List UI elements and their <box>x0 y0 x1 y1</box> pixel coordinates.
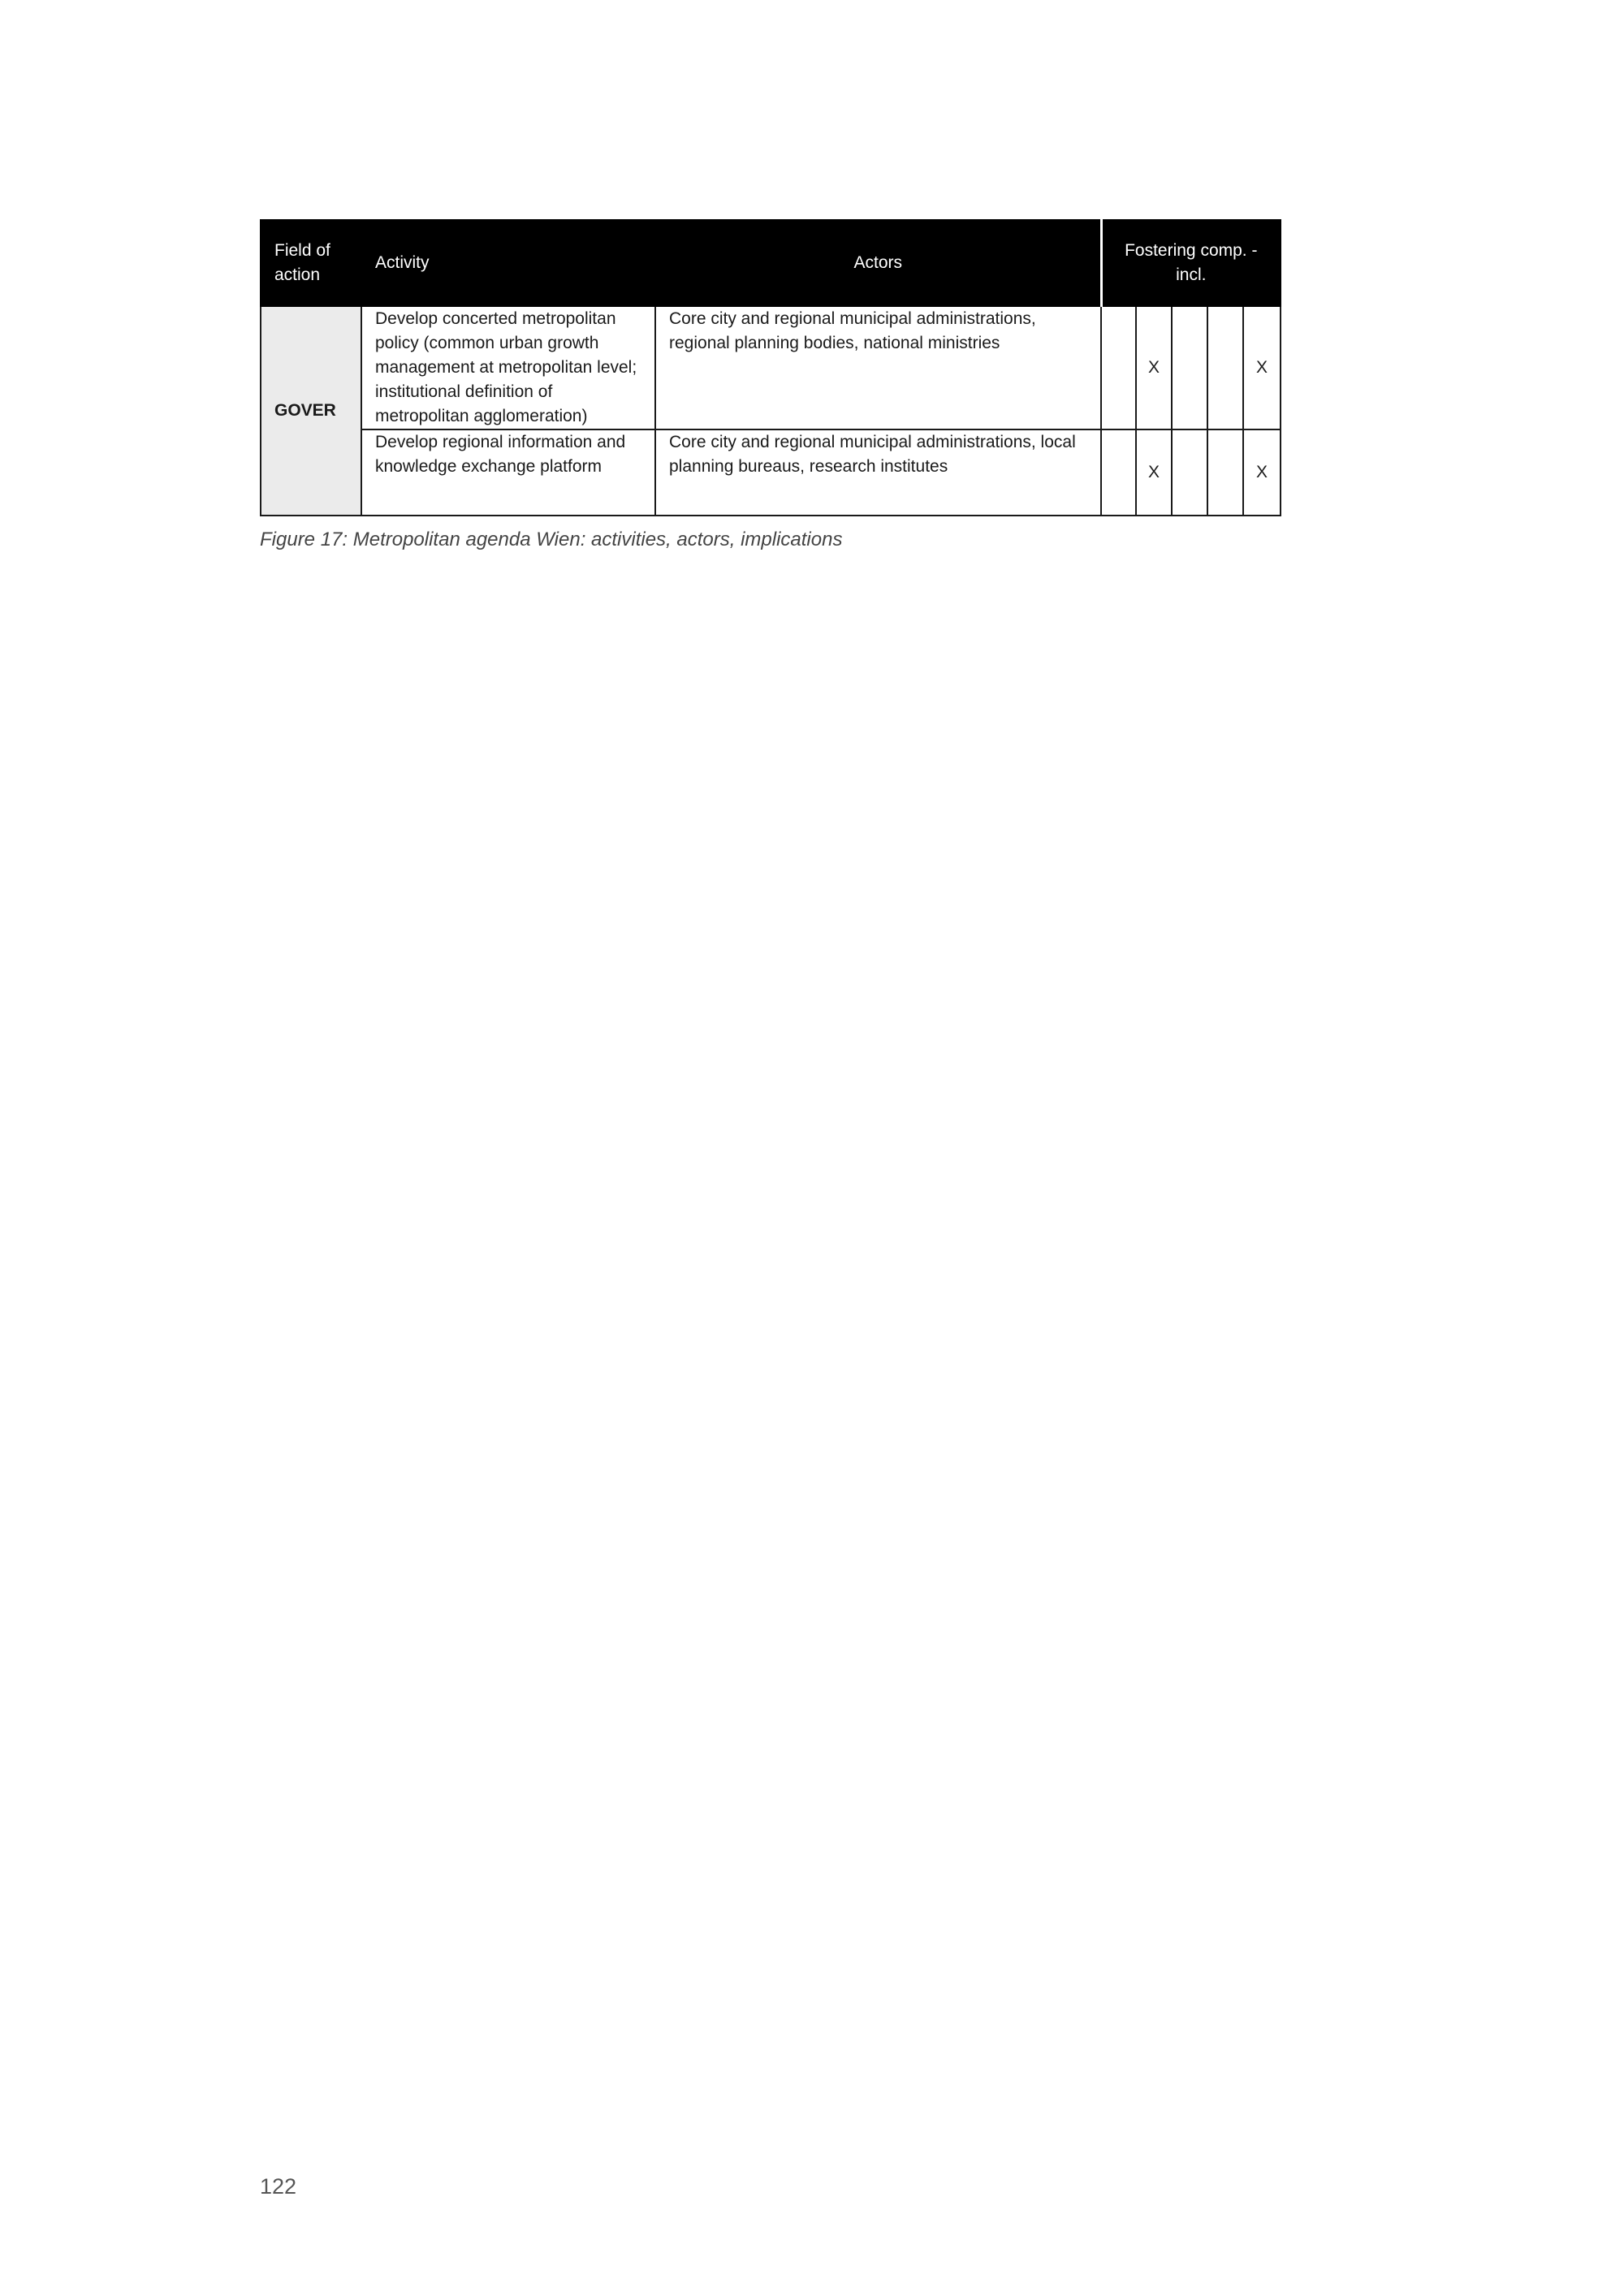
fostering-mark-cell <box>1172 306 1207 429</box>
header-actors: Actors <box>655 220 1101 306</box>
fostering-mark-cell <box>1101 429 1136 516</box>
header-fostering: Fostering comp. - incl. <box>1101 220 1281 306</box>
fostering-mark-cell: X <box>1136 429 1172 516</box>
header-field-of-action: Field of action <box>261 220 361 306</box>
table-header-row <box>261 220 1281 306</box>
page-number: 122 <box>260 2174 297 2199</box>
fostering-mark-cell <box>1207 306 1243 429</box>
fostering-mark-cell: X <box>1136 306 1172 429</box>
figure-caption: Figure 17: Metropolitan agenda Wien: activities, actors, implications <box>260 529 843 550</box>
fostering-mark-cell <box>1101 306 1136 429</box>
table-row <box>261 429 1281 516</box>
activity-cell: Develop regional information and knowledge exchange platform <box>361 429 655 516</box>
fostering-mark-cell <box>1207 429 1243 516</box>
field-of-action-cell: GOVER <box>261 306 361 516</box>
table-row <box>261 306 1281 429</box>
header-activity: Activity <box>361 220 655 306</box>
actors-cell: Core city and regional municipal administrations, regional planning bodies, national ministries <box>655 306 1101 429</box>
agenda-table <box>260 219 1281 516</box>
activity-cell: Develop concerted metropolitan policy (common urban growth management at metropolitan level; institutional definition of metropolitan agglomeration) <box>361 306 655 429</box>
fostering-mark-cell: X <box>1243 306 1281 429</box>
fostering-mark-cell: X <box>1243 429 1281 516</box>
actors-cell: Core city and regional municipal administrations, local planning bureaus, research institutes <box>655 429 1101 516</box>
fostering-mark-cell <box>1172 429 1207 516</box>
